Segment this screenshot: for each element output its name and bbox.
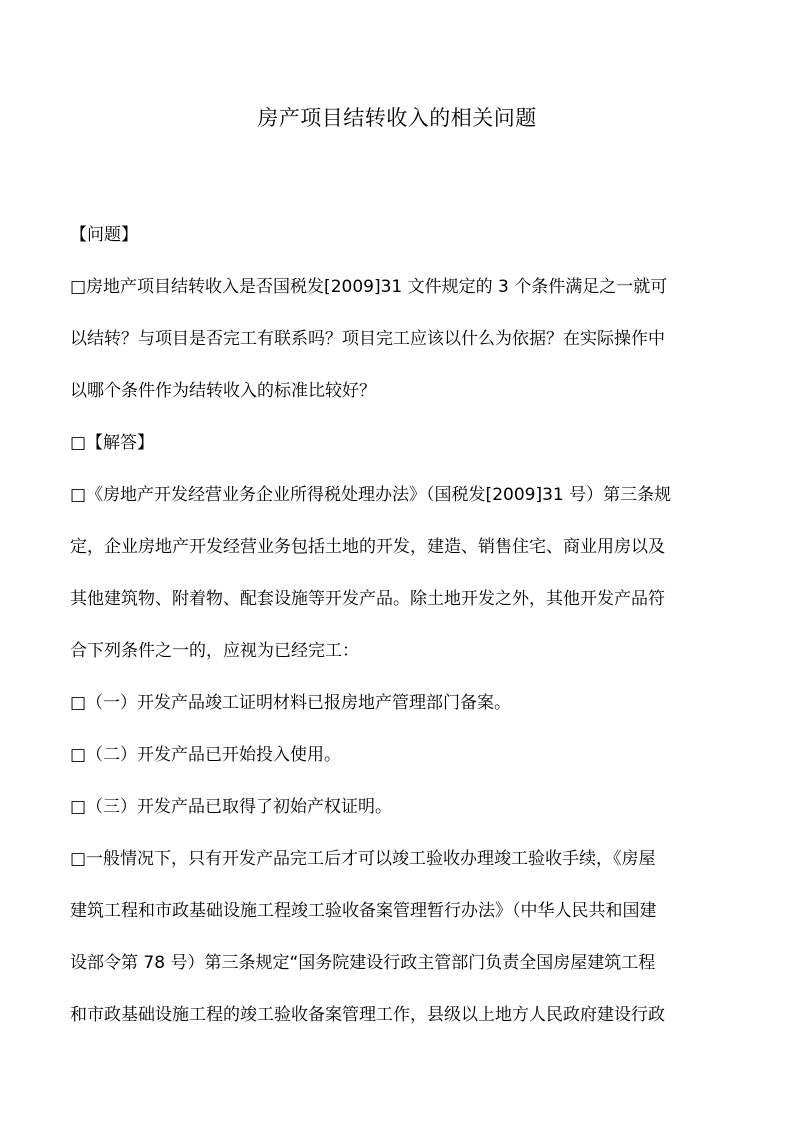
text-line: 以哪个条件作为结转收入的标准比较好？ (70, 381, 376, 401)
text-line: 合下列条件之一的，应视为已经完工： (70, 641, 359, 661)
list-item: □（三）开发产品已取得了初始产权证明。 (70, 797, 393, 817)
text-line: 以结转？与项目是否完工有联系吗？项目完工应该以什么为依据？在实际操作中 (70, 329, 665, 349)
text-line: □一般情况下，只有开发产品完工后才可以竣工验收办理竣工验收手续，《房屋 (70, 849, 656, 869)
list-item: □（一）开发产品竣工证明材料已报房地产管理部门备案。 (70, 693, 512, 713)
text-line: □《房地产开发经营业务企业所得税处理办法》（国税发[2009]31 号）第三条规 (70, 485, 672, 505)
page-title: 房产项目结转收入的相关问题 (257, 106, 537, 130)
section-heading-question: 【问题】 (70, 225, 138, 245)
section-heading-answer: □【解答】 (70, 433, 155, 453)
text-line: □房地产项目结转收入是否国税发[2009]31 文件规定的 3 个条件满足之一就可 (70, 277, 668, 297)
text-line: 其他建筑物、附着物、配套设施等开发产品。除土地开发之外，其他开发产品符 (70, 589, 665, 609)
text-line: 和市政基础设施工程的竣工验收备案管理工作，县级以上地方人民政府建设行政 (70, 1005, 665, 1025)
list-item: □（二）开发产品已开始投入使用。 (70, 745, 342, 765)
text-line: 建筑工程和市政基础设施工程竣工验收备案管理暂行办法》（中华人民共和国建 (70, 901, 657, 921)
text-line: 设部令第 78 号）第三条规定“国务院建设行政主管部门负责全国房屋建筑工程 (70, 953, 656, 973)
text-line: 定，企业房地产开发经营业务包括土地的开发，建造、销售住宅、商业用房以及 (70, 537, 665, 557)
